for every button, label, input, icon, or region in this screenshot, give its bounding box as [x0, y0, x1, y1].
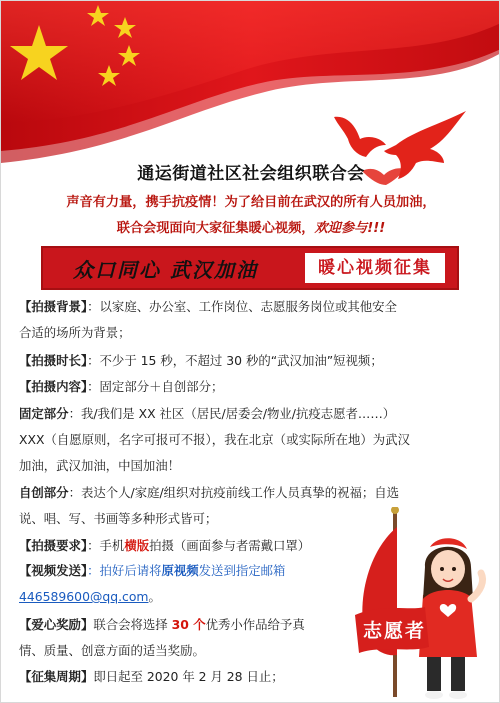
intro-line-1: 声音有力量，携手抗疫情！为了给目前在武汉的所有人员加油，	[66, 195, 436, 210]
section-fixed-part	[19, 401, 481, 479]
section-text: ：固定部分＋自创部分；	[87, 379, 224, 394]
section-text: 说、唱、写、书画等多种形式皆可；	[19, 511, 218, 526]
section-text: ：以家庭、办公室、工作岗位、志愿服务岗位或其他安全	[87, 299, 397, 314]
section-text: 加油，武汉加油，中国加油！	[19, 458, 181, 473]
section-text: 优秀小作品给予真	[205, 617, 305, 632]
section-label: 自创部分	[19, 485, 69, 500]
section-label: 【拍摄内容】	[19, 379, 88, 394]
landscape-highlight: 横版	[124, 538, 150, 553]
section-text: 情、质量、创意方面的适当奖励。	[19, 643, 205, 658]
section-text: 即日起至 2020 年 2 月 28 日止；	[93, 669, 284, 684]
section-text: ：手机	[87, 538, 125, 553]
section-label: 【拍摄背景】	[19, 299, 88, 314]
section-text: ：不少于 15 秒，不超过 30 秒的“武汉加油”短视频；	[87, 353, 383, 368]
section-background	[19, 294, 481, 346]
section-award	[19, 612, 369, 664]
intro-line-2-main: 联合会现面向大家征集暖心视频，	[116, 221, 315, 236]
section-label: 【拍摄时长】	[19, 353, 88, 368]
section-text: ：我/我们是 XX 社区（居民/居委会/物业/抗疫志愿者……）	[68, 406, 396, 421]
section-content	[19, 374, 481, 400]
award-count-highlight: 30 个	[171, 617, 206, 632]
email-link[interactable]: 446589600@qq.com	[19, 589, 149, 604]
section-label: 【爱心奖励】	[19, 617, 94, 632]
original-video-highlight: 原视频	[161, 563, 199, 578]
slogan-banner	[41, 246, 459, 290]
section-text: 拍摄（画面参与者需戴口罩）	[149, 538, 311, 553]
section-label: 固定部分	[19, 406, 69, 421]
section-text: ：拍好后请将	[87, 563, 162, 578]
volunteer-illustration	[353, 507, 493, 703]
intro-line-2-welcome: 欢迎参与!!!	[314, 221, 386, 236]
volunteer-badge-text: 志愿者	[363, 620, 427, 642]
section-text: 联合会将选择	[93, 617, 172, 632]
section-text: XXX（自愿原则，名字可报可不报），我在北京（或实际所在地）为武汉	[19, 432, 410, 447]
section-label: 【征集周期】	[19, 669, 94, 684]
section-text: ：表达个人/家庭/组织对抗疫前线工作人员真挚的祝福；自选	[68, 485, 400, 500]
organization-title: 通运街道社区社会组织联合会	[137, 164, 365, 184]
section-text: 合适的场所为背景；	[19, 325, 131, 340]
section-duration	[19, 348, 481, 374]
intro-line-2	[11, 217, 491, 236]
section-label: 【视频发送】	[19, 563, 88, 578]
slogan-right-box: 暖心视频征集	[305, 253, 445, 283]
section-label: 【拍摄要求】	[19, 538, 88, 553]
slogan-left-text: 众口同心 武汉加油	[73, 258, 258, 282]
section-text: 发送到指定邮箱	[198, 563, 286, 578]
section-text: 。	[148, 589, 161, 604]
